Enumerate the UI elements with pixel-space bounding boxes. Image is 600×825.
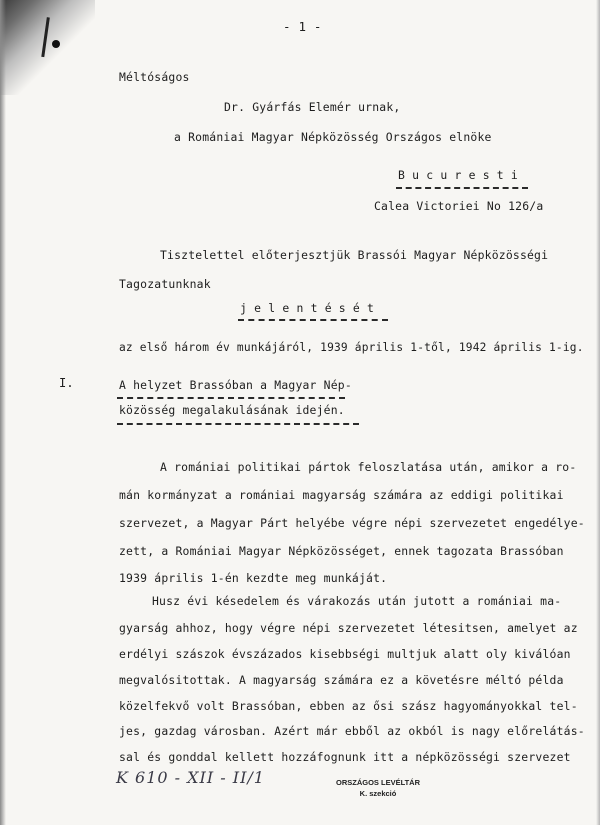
street: Calea Victoriei No 126/a [374,199,544,213]
paragraph-1-line-3: szervezet, a Magyar Párt helyébe végre népi szervezetet engedélye- [119,516,585,530]
paragraph-1-line-2: mán kormányzat a romániai magyarság számára az eddigi politikai [119,488,564,502]
paragraph-2-line-4: megvalósitottak. A magyarság számára ez a követésre méltó példa [119,673,564,687]
archive-stamp-line-2: K. szekció [359,789,397,798]
archive-stamp [318,778,438,798]
staple-hole [52,40,60,48]
paragraph-2-line-6: jes, gazdag városban. Azért már ebből az okból is nagy előrelátás- [119,724,585,738]
period-line: az első három év munkájáról, 1939 április 1-től, 1942 április 1-ig. [119,341,584,354]
report-word: j e l e n t é s é t [240,301,375,315]
section-heading-underline-2 [117,423,359,425]
paragraph-1-line-4: zett, a Romániai Magyar Népközösséget, ennek tagozata Brassóban [119,544,564,558]
city-underline [396,187,528,189]
intro-line: Tisztelettel előterjesztjük Brassói Magyar Népközösségi [160,248,549,262]
section-heading-underline-1 [117,397,345,399]
paragraph-1-line-1: A romániai politikai pártok feloszlatása után, amikor a ro- [160,460,577,474]
section-numeral: I. [59,376,74,390]
paragraph-2-line-2: gyarság ahhoz, hogy végre népi szervezetet létesitsen, amelyet az [119,621,578,635]
salutation: Méltóságos [119,70,190,84]
paragraph-2-line-7: sal és gonddal kellett hozzáfognunk itt a népközösségi szervezet [119,750,571,764]
scan-right-edge [596,0,600,825]
paragraph-2-line-3: erdélyi szászok évszázados kisebbségi multjuk alatt oly kiválóan [119,647,571,661]
archive-stamp-line-1: ORSZÁGOS LEVÉLTÁR [335,778,421,787]
addressee-title: a Romániai Magyar Népközösség Országos elnöke [174,130,492,144]
section-heading-line-1: A helyzet Brassóban a Magyar Nép- [119,378,352,392]
intro-line-2: Tagozatunknak [119,277,211,291]
city: B u c u r e s t i [398,168,518,182]
handwritten-reference: K 610 - XII - II/1 [116,768,265,787]
paragraph-2-line-5: közelfekvő volt Brassóban, ebben az ősi szász hagyományokkal tel- [119,699,578,713]
paragraph-2-line-1: Husz évi késedelem és várakozás után jutott a romániai ma- [152,594,562,608]
addressee: Dr. Gyárfás Elemér urnak, [224,100,401,114]
report-word-underline [238,319,388,321]
paragraph-1-line-5: 1939 április 1-én kezdte meg munkáját. [119,571,388,585]
section-heading-line-2: közösség megalakulásának idején. [119,403,345,417]
page-number: - 1 - [283,19,322,34]
scan-left-edge [0,0,6,825]
